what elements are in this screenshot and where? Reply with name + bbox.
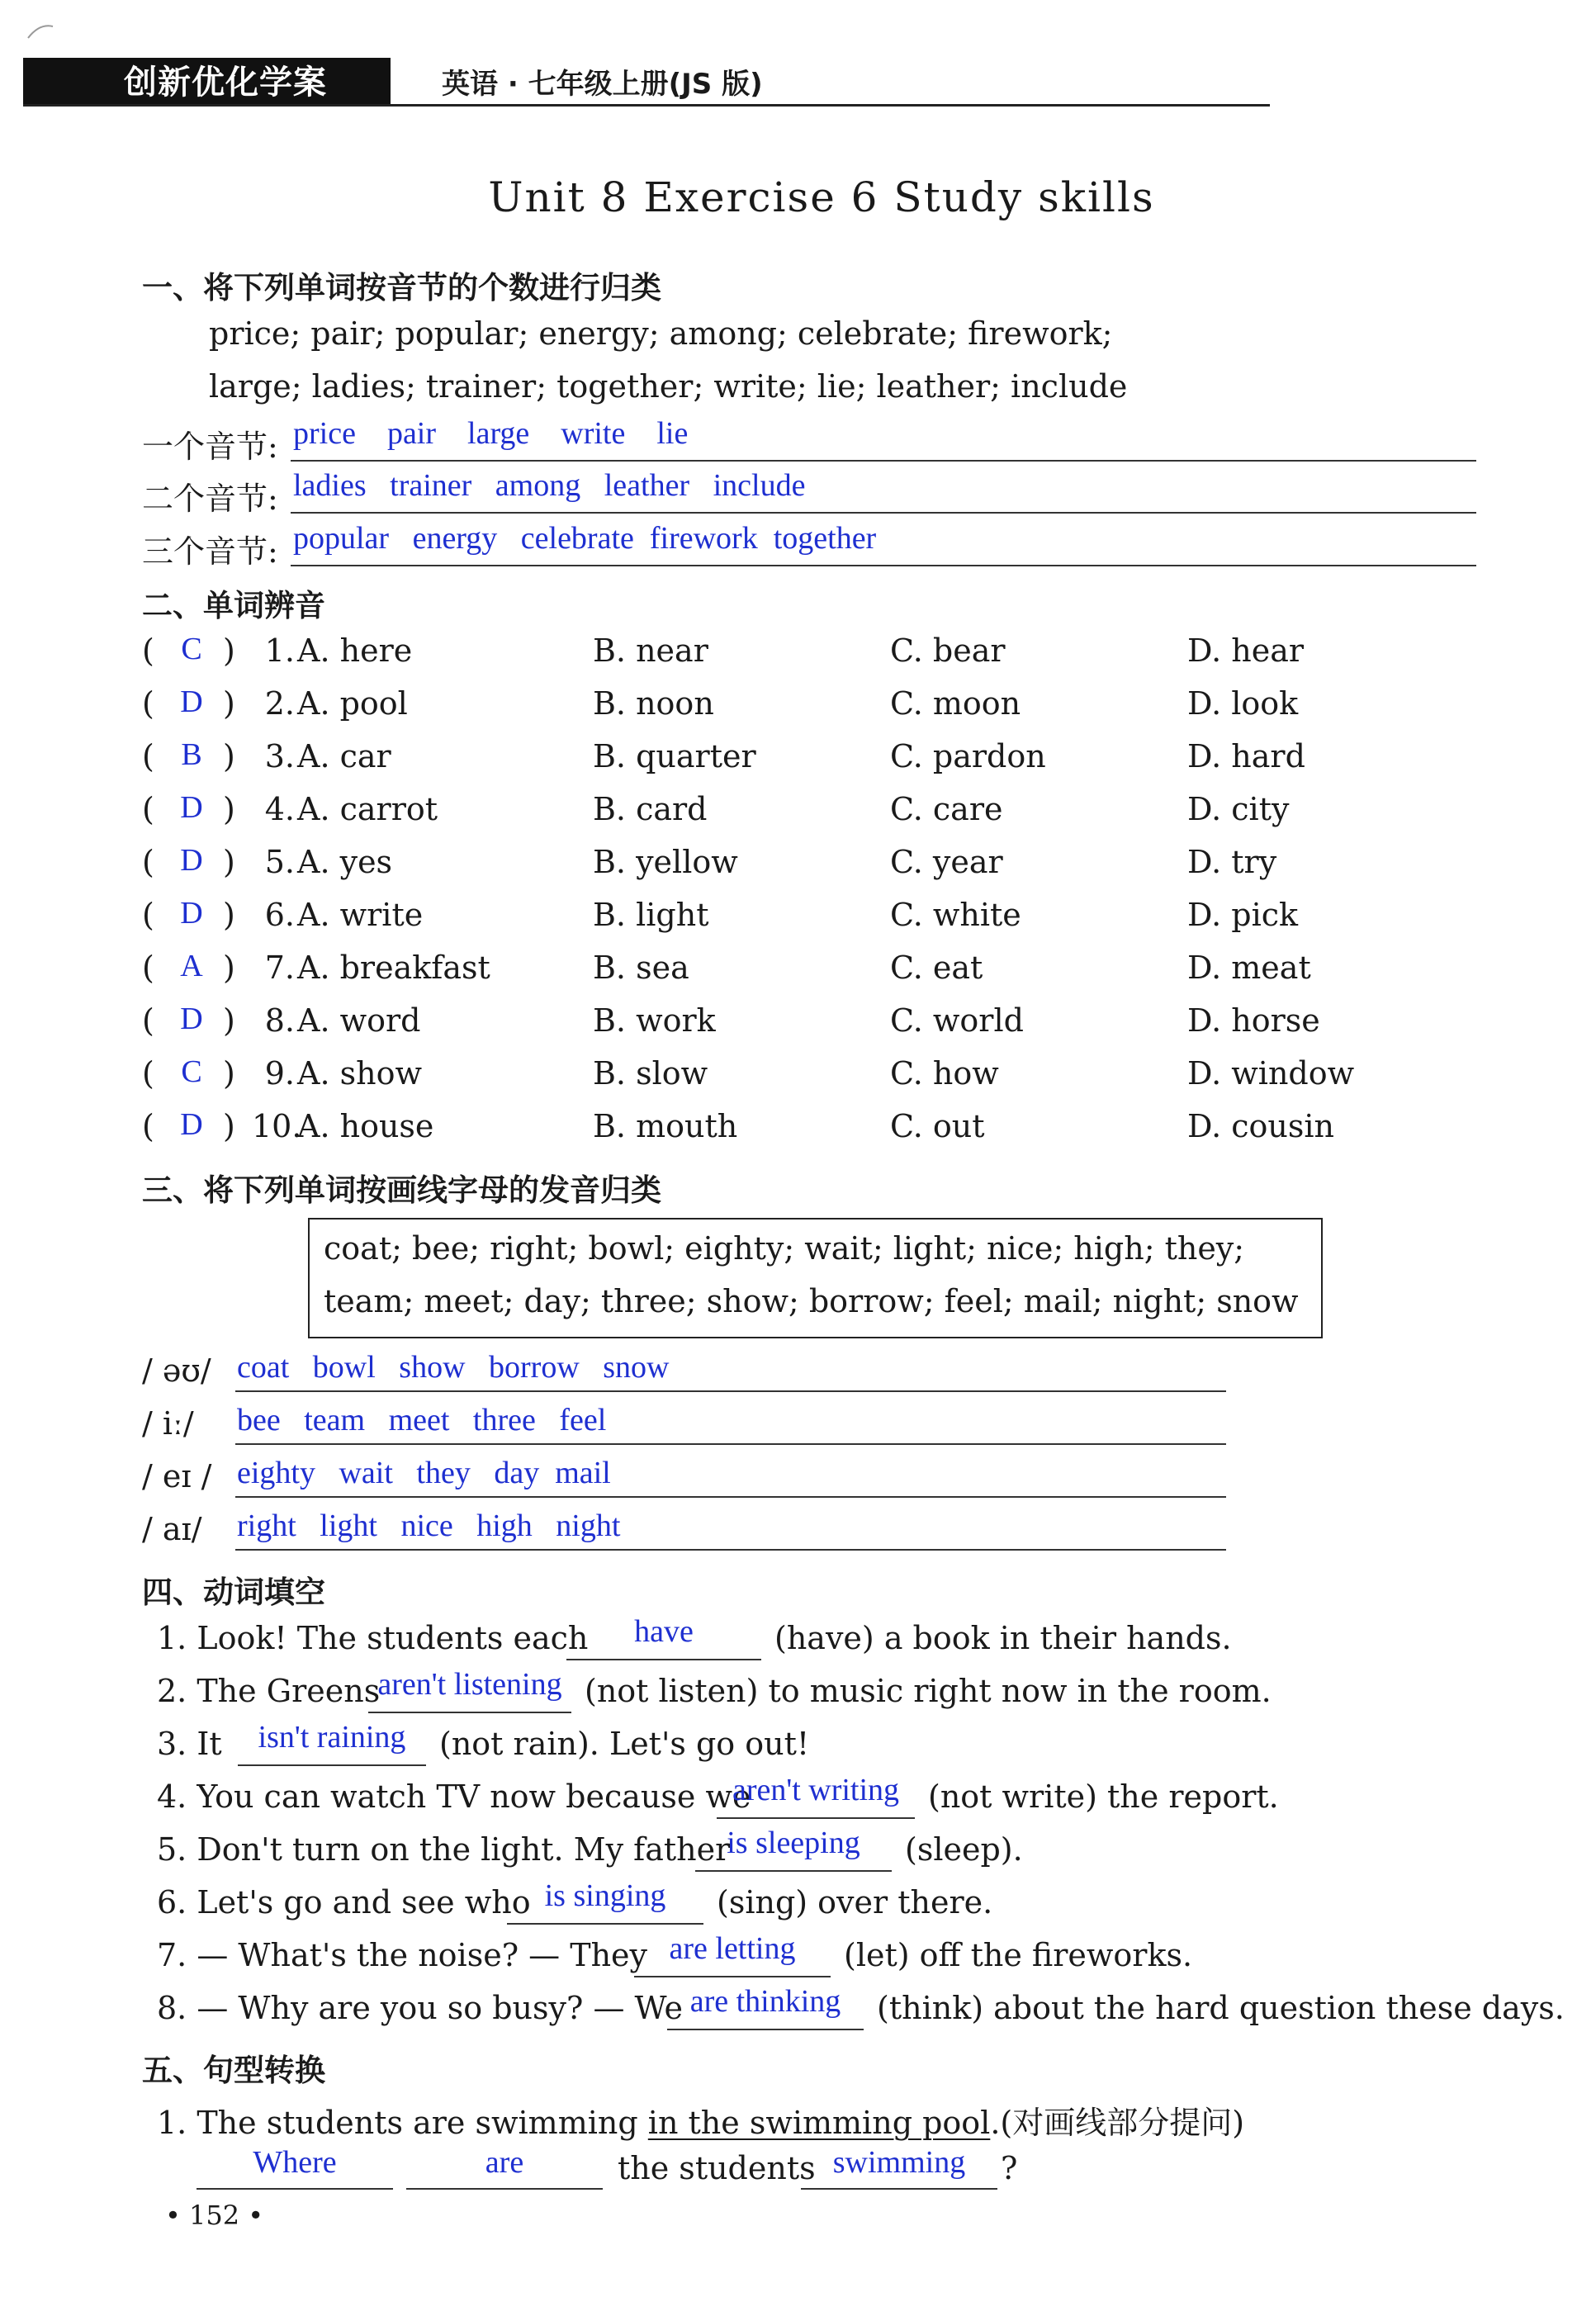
choice-answer: D <box>180 790 203 825</box>
syllable-label-1: 一个音节: <box>142 429 278 465</box>
option-a: A. word <box>297 1002 421 1039</box>
answer-line <box>717 1817 915 1819</box>
bracket-open: ( <box>142 738 154 774</box>
choice-answer: D <box>180 843 203 878</box>
q1-answer-swimming: swimming <box>832 2145 966 2180</box>
option-c: C. white <box>890 897 1021 933</box>
question-number: 3. <box>264 738 295 774</box>
option-c: C. out <box>890 1108 985 1144</box>
question-number: 8. <box>264 1002 295 1039</box>
corner-mark-icon <box>25 18 58 43</box>
answer-line <box>667 2029 864 2030</box>
option-c: C. how <box>890 1055 999 1092</box>
bracket-open: ( <box>142 1055 154 1092</box>
option-a: A. write <box>297 897 424 933</box>
syllable-label-3: 三个音节: <box>142 533 278 570</box>
question-number: 5. <box>264 844 295 880</box>
sentence-end: (sing) over there. <box>717 1884 993 1920</box>
option-b: B. light <box>593 897 709 933</box>
answer-line <box>291 512 1476 514</box>
answer-line <box>235 1496 1226 1498</box>
bracket-close: ) <box>223 1055 235 1092</box>
option-a: A. breakfast <box>297 950 490 986</box>
verb-answer: aren't writing <box>732 1773 900 1807</box>
verb-answer: have <box>634 1614 694 1649</box>
bracket-close: ) <box>223 685 235 722</box>
section1-words-line2: large; ladies; trainer; together; write; lie; leather; include <box>209 368 1128 405</box>
question-number: 9. <box>264 1055 295 1092</box>
sentence-end: (sleep). <box>905 1831 1023 1868</box>
section5-heading: 五、句型转换 <box>142 2053 325 2088</box>
bracket-open: ( <box>142 685 154 722</box>
choice-answer: B <box>181 737 202 772</box>
choice-answer: D <box>180 1002 203 1036</box>
option-a: A. house <box>297 1108 434 1144</box>
question-number: 2. <box>264 685 295 722</box>
option-d: D. hear <box>1187 632 1305 669</box>
sentence-start: 5. Don't turn on the light. My father <box>157 1831 731 1868</box>
option-d: D. cousin <box>1187 1108 1335 1144</box>
option-b: B. near <box>593 632 708 669</box>
verb-answer: are thinking <box>689 1984 841 2019</box>
phonetic-label: / əʊ/ <box>142 1352 211 1389</box>
option-a: A. car <box>297 738 391 774</box>
option-c: C. world <box>890 1002 1024 1039</box>
answer-line <box>197 2188 393 2190</box>
section3-heading: 三、将下列单词按画线字母的发音归类 <box>142 1172 661 1208</box>
option-b: B. work <box>593 1002 716 1039</box>
sentence-start: 8. — Why are you so busy? — We <box>157 1990 683 2026</box>
q1-end: ? <box>1001 2150 1018 2186</box>
sentence-end: (let) off the fireworks. <box>844 1937 1193 1973</box>
answer-line <box>235 1549 1226 1551</box>
bracket-close: ) <box>223 632 235 669</box>
sentence-end: (not listen) to music right now in the room. <box>585 1673 1272 1709</box>
option-d: D. horse <box>1187 1002 1320 1039</box>
option-a: A. yes <box>297 844 393 880</box>
option-d: D. pick <box>1187 897 1299 933</box>
option-b: B. noon <box>593 685 714 722</box>
choice-answer: C <box>181 1054 202 1089</box>
verb-answer: are letting <box>669 1931 796 1966</box>
phonetic-label: / iː/ <box>142 1405 194 1442</box>
brand-title: 创新优化学案 <box>124 64 327 102</box>
sentence-end: (not write) the report. <box>928 1778 1279 1815</box>
q1-answer-are: are <box>485 2145 524 2180</box>
choice-answer: C <box>181 632 202 666</box>
option-d: D. try <box>1187 844 1277 880</box>
bracket-close: ) <box>223 1108 235 1144</box>
word-box-line2: team; meet; day; three; show; borrow; feel; mail; night; snow <box>324 1283 1299 1319</box>
option-c: C. pardon <box>890 738 1046 774</box>
verb-answer: isn't raining <box>258 1720 406 1755</box>
question-number: 10. <box>252 1108 302 1144</box>
verb-answer: aren't listening <box>377 1667 562 1702</box>
sound-group-answer: right light nice high night <box>237 1508 621 1543</box>
q1-middle: the students <box>618 2150 816 2186</box>
option-b: B. sea <box>593 950 689 986</box>
verb-answer: is sleeping <box>727 1826 860 1860</box>
section2-heading: 二、单词辨音 <box>142 588 325 623</box>
option-d: D. meat <box>1187 950 1311 986</box>
answer-line <box>801 2188 997 2190</box>
syllable-answer-3: popular energy celebrate firework together <box>293 521 877 556</box>
section4-heading: 四、动词填空 <box>142 1575 325 1610</box>
sentence-end: (have) a book in their hands. <box>774 1620 1232 1656</box>
answer-line <box>507 1923 703 1925</box>
q1-suffix: .(对画线部分提问) <box>990 2105 1245 2141</box>
sentence-start: 4. You can watch TV now because we <box>157 1778 751 1815</box>
bracket-open: ( <box>142 897 154 933</box>
choice-answer: D <box>180 896 203 931</box>
answer-line <box>695 1870 892 1872</box>
question-number: 6. <box>264 897 295 933</box>
bracket-close: ) <box>223 897 235 933</box>
answer-line <box>368 1712 571 1713</box>
bracket-close: ) <box>223 844 235 880</box>
option-c: C. moon <box>890 685 1021 722</box>
verb-answer: is singing <box>544 1878 666 1913</box>
syllable-answer-2: ladies trainer among leather include <box>293 468 806 503</box>
question-number: 1. <box>264 632 295 669</box>
phonetic-label: / eɪ / <box>142 1458 212 1494</box>
sentence-start: 6. Let's go and see who <box>157 1884 531 1920</box>
option-b: B. slow <box>593 1055 708 1092</box>
page-number: • 152 • <box>165 2200 264 2231</box>
page-title: Unit 8 Exercise 6 Study skills <box>488 173 1155 221</box>
option-c: C. bear <box>890 632 1006 669</box>
sound-group-answer: eighty wait they day mail <box>237 1456 611 1490</box>
option-b: B. yellow <box>593 844 738 880</box>
option-a: A. show <box>297 1055 422 1092</box>
subject-title: 英语 · 七年级上册(JS 版) <box>442 68 763 101</box>
answer-line <box>406 2188 603 2190</box>
answer-line <box>291 565 1476 566</box>
bracket-open: ( <box>142 632 154 669</box>
section1-words-line1: price; pair; popular; energy; among; celebrate; firework; <box>209 315 1113 352</box>
sentence-start: 3. It <box>157 1726 222 1762</box>
answer-line <box>291 460 1476 462</box>
bracket-open: ( <box>142 844 154 880</box>
transform-question-1 <box>157 2097 1244 2143</box>
sentence-start: 1. Look! The students each <box>157 1620 589 1656</box>
q1-prefix: 1. The students are swimming <box>157 2105 638 2141</box>
option-a: A. pool <box>297 685 408 722</box>
bracket-close: ) <box>223 791 235 827</box>
syllable-answer-1: price pair large write lie <box>293 416 689 451</box>
bracket-open: ( <box>142 1002 154 1039</box>
option-d: D. city <box>1187 791 1290 827</box>
option-d: D. look <box>1187 685 1299 722</box>
option-b: B. card <box>593 791 708 827</box>
answer-line <box>235 1443 1226 1445</box>
sound-group-answer: bee team meet three feel <box>237 1403 607 1437</box>
bracket-close: ) <box>223 738 235 774</box>
header-rule <box>23 104 1270 107</box>
bracket-open: ( <box>142 1108 154 1144</box>
sentence-end: (not rain). Let's go out! <box>439 1726 810 1762</box>
sentence-start: 2. The Greens <box>157 1673 381 1709</box>
answer-line <box>634 1976 831 1977</box>
option-a: A. here <box>297 632 413 669</box>
option-c: C. year <box>890 844 1003 880</box>
bracket-open: ( <box>142 950 154 986</box>
question-number: 7. <box>264 950 295 986</box>
option-c: C. eat <box>890 950 983 986</box>
bracket-close: ) <box>223 1002 235 1039</box>
word-box-line1: coat; bee; right; bowl; eighty; wait; light; nice; high; they; <box>324 1230 1245 1267</box>
option-c: C. care <box>890 791 1003 827</box>
sound-group-answer: coat bowl show borrow snow <box>237 1350 670 1385</box>
sentence-end: (think) about the hard question these days. <box>877 1990 1565 2026</box>
answer-line <box>566 1659 761 1660</box>
bracket-close: ) <box>223 950 235 986</box>
option-a: A. carrot <box>297 791 438 827</box>
syllable-label-2: 二个音节: <box>142 481 278 517</box>
choice-answer: A <box>180 949 203 983</box>
option-d: D. hard <box>1187 738 1305 774</box>
option-b: B. quarter <box>593 738 756 774</box>
sentence-start: 7. — What's the noise? — They <box>157 1937 648 1973</box>
phonetic-label: / aɪ/ <box>142 1511 202 1547</box>
section1-heading: 一、将下列单词按音节的个数进行归类 <box>142 270 661 305</box>
q1-answer-where: Where <box>253 2145 337 2180</box>
option-d: D. window <box>1187 1055 1355 1092</box>
answer-line <box>238 1764 426 1766</box>
q1-underlined: in the swimming pool <box>647 2105 991 2141</box>
bracket-open: ( <box>142 791 154 827</box>
option-b: B. mouth <box>593 1108 738 1144</box>
choice-answer: D <box>180 684 203 719</box>
question-number: 4. <box>264 791 295 827</box>
choice-answer: D <box>180 1107 203 1142</box>
answer-line <box>235 1390 1226 1392</box>
